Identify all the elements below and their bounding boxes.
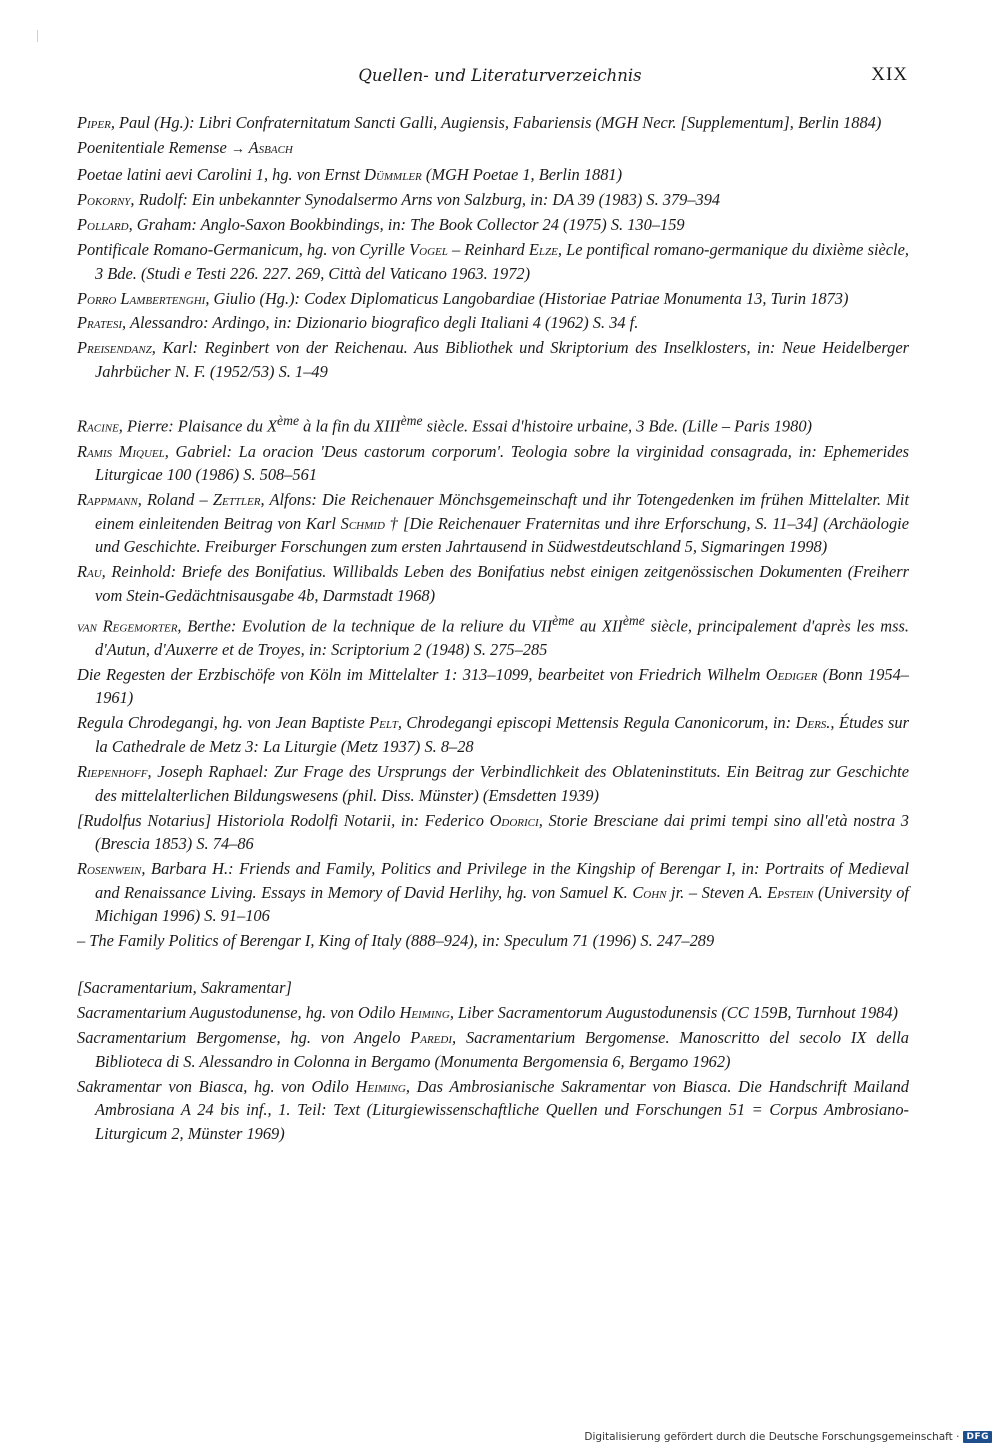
bib-entry-augustodunense: Sacramentarium Augustodunense, hg. von Odilo Heiming, Liber Sacramentorum Augustodunensis (CC 159B, Turnhout 1984) <box>77 1003 898 1023</box>
bib-entry-rosenwein-2: – The Family Politics of Berengar I, King of Italy (888–924), in: Speculum 71 (1996) S. 247–289 <box>77 931 715 951</box>
page-header <box>0 64 1000 94</box>
footer-credit <box>584 1427 992 1447</box>
bib-entry-rosenwein: Rosenwein, Barbara H.: Friends and Family, Politics and Privilege in the Kingship of Berengar I, in: Portraits of Medieval and Renaissance Living. Essays in Memory of David Herlihy, hg. von Samuel K. Cohn jr. – Steven A. Epstein (University of Michigan 1996) S. 91–106 <box>77 859 909 926</box>
running-title: Quellen- und Literaturverzeichnis <box>358 66 642 85</box>
bib-entry-ramis: Ramis Miquel, Gabriel: La oracion 'Deus castorum corporum'. Teologia sobre la virginidad consagrada, in: Ephemerides Liturgicae 100 (1986) S. 508–561 <box>77 441 910 485</box>
footer-text: Digitalisierung gefördert durch die Deutsche Forschungsgemeinschaft · <box>584 1431 960 1443</box>
bib-entry-riepenhoff: Riepenhoff, Joseph Raphael: Zur Frage des Ursprungs der Verbindlichkeit des Oblateninstituts. Ein Beitrag zur Geschichte des mittelalterlichen Bildungswesens (phil. Diss. Münster) (Emsdetten 1939) <box>77 762 909 805</box>
bib-entry-pontificale: Pontificale Romano-Germanicum, hg. von Cyrille Vogel – Reinhard Elze, Le pontifical romano-germanique du dixième siècle, 3 Bde. (Studi e Testi 226. 227. 269, Città del Vaticano 1963. 1972) <box>77 239 909 283</box>
bib-entry-poenitentiale: Poenitentiale Remense → Asbach <box>77 137 293 157</box>
bib-entry-preisendanz: Preisendanz, Karl: Reginbert von der Reichenau. Aus Bibliothek und Skriptorium des Inselklosters, in: Neue Heidelberger Jahrbücher N. F. (1952/53) S. 1–49 <box>77 338 909 382</box>
bib-entry-pollard: Pollard, Graham: Anglo-Saxon Bookbindings, in: The Book Collector 24 (1975) S. 130–159 <box>77 214 685 234</box>
bib-entry-biasca: Sakramentar von Biasca, hg. von Odilo Heiming, Das Ambrosianische Sakramentar von Biasca. Die Handschrift Mailand Ambrosiana A 24 bis inf., 1. Teil: Text (Liturgiewissenschaftliche Quellen und Forschungen 51 = Corpus Ambrosiano-Liturgicum 2, Münster 1969) <box>77 1076 909 1144</box>
bib-entry-sacramentarium-heading: [Sacramentarium, Sakramentar] <box>77 978 292 998</box>
section-gap <box>77 954 909 976</box>
bib-entry-piper: Piper, Paul (Hg.): Libri Confraternitatum Sancti Galli, Augiensis, Fabariensis (MGH Necr. [Supplementum], Berlin 1884) <box>77 113 882 132</box>
cross-reference-arrow-icon: → <box>230 141 245 157</box>
bib-entry-regula: Regula Chrodegangi, hg. von Jean Baptiste Pelt, Chrodegangi episcopi Mettensis Regula Canonicorum, in: Ders., Études sur la Cathedrale de Metz 3: La Liturgie (Metz 1937) S. 8–28 <box>77 713 910 757</box>
bib-entry-rudolfus: [Rudolfus Notarius] Historiola Rodolfi Notarii, in: Federico Odorici, Storie Bresciane dai primi tempi sino all'età nostra 3 (Brescia 1853) S. 74–86 <box>77 810 909 854</box>
bib-entry-rau: Rau, Reinhold: Briefe des Bonifatius. Willibalds Leben des Bonifatius nebst einigen zeitgenössischen Dokumenten (Freiherr vom Stein-Gedächtnisausgabe 4b, Darmstadt 1968) <box>77 562 909 605</box>
bib-entry-poetae: Poetae latini aevi Carolini 1, hg. von Ernst Dümmler (MGH Poetae 1, Berlin 1881) <box>77 164 623 184</box>
bib-entry-regemorter: van Regemorter, Berthe: Evolution de la technique de la reliure du VIIème au XIIème siècle, principalement d'après les mss. d'Autun, d'Auxerre et de Troyes, in: Scriptorium 2 (1948) S. 275–285 <box>77 612 909 659</box>
bib-entry-racine: Racine, Pierre: Plaisance du Xème à la fin du XIIIème siècle. Essai d'histoire urbaine, 3 Bde. (Lille – Paris 1980) <box>77 413 812 436</box>
bib-entry-rappmann: Rappmann, Roland – Zettler, Alfons: Die Reichenauer Mönchsgemeinschaft und ihr Totengedenken im frühen Mittelalter. Mit einem einleitenden Beitrag von Karl Schmid † [Die Reichenauer Fraternitas und ihre Erforschung, S. 11–34] (Archäologie und Geschichte. Freiburger Forschungen zum ersten Jahrtausend in Südwestdeutschland 5, Sigmaringen 1998) <box>77 490 910 557</box>
dfg-logo: DFG <box>963 1431 992 1443</box>
margin-mark <box>37 30 38 42</box>
bib-entry-pokorny: Pokorny, Rudolf: Ein unbekannter Synodalsermo Arns von Salzburg, in: DA 39 (1983) S. 379–394 <box>77 189 721 209</box>
section-gap <box>77 385 909 409</box>
bib-entry-porro: Porro Lambertenghi, Giulio (Hg.): Codex Diplomaticus Langobardiae (Historiae Patriae Monumenta 13, Turin 1873) <box>77 288 849 308</box>
page-number: XIX <box>871 64 908 85</box>
bibliography-list <box>77 111 909 1147</box>
bib-entry-regesten: Die Regesten der Erzbischöfe von Köln im Mittelalter 1: 313–1099, bearbeitet von Friedrich Wilhelm Oediger (Bonn 1954–1961) <box>77 664 909 708</box>
bib-entry-bergomense: Sacramentarium Bergomense, hg. von Angelo Paredi, Sacramentarium Bergomense. Manoscritto del secolo IX della Biblioteca di S. Alessandro in Colonna in Bergamo (Monumenta Bergomensia 6, Bergamo 1962) <box>77 1028 909 1071</box>
bib-entry-pratesi: Pratesi, Alessandro: Ardingo, in: Dizionario biografico degli Italiani 4 (1962) S. 34 f. <box>77 313 639 333</box>
